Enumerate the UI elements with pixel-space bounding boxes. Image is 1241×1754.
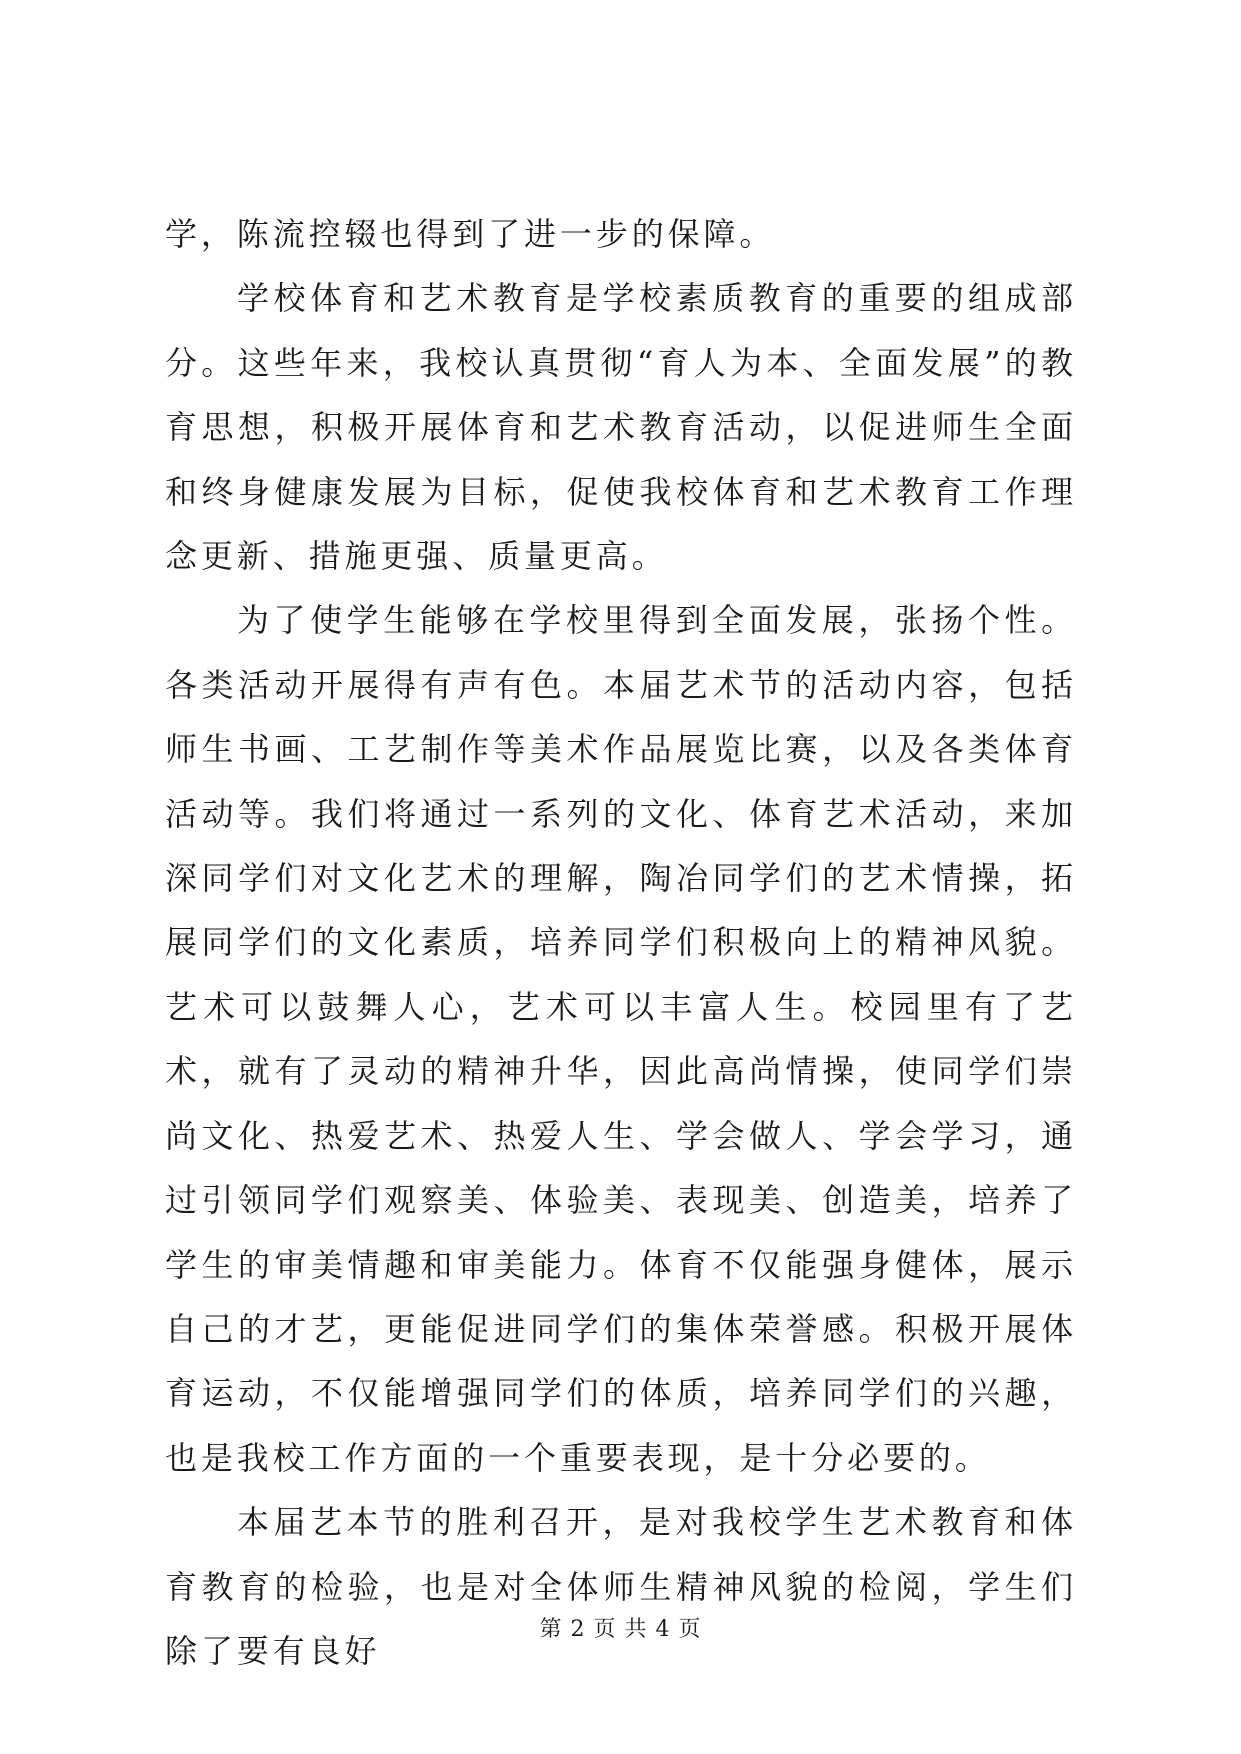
- paragraph-3: 为了使学生能够在学校里得到全面发展，张扬个性。各类活动开展得有声有色。本届艺术节的活动内容，包括师生书画、工艺制作等美术作品展览比赛，以及各类体育活动等。我们将通过一系列的文化、体育艺术活动，来加深同学们对文化艺术的理解，陶冶同学们的艺术情操，拓展同学们的文化素质，培养同学们积极向上的精神风貌。艺术可以鼓舞人心，艺术可以丰富人生。校园里有了艺术，就有了灵动的精神升华，因此高尚情操，使同学们崇尚文化、热爱艺术、热爱人生、学会做人、学会学习，通过引领同学们观察美、体验美、表现美、创造美，培养了学生的审美情趣和审美能力。体育不仅能强身健体，展示自己的才艺，更能促进同学们的集体荣誉感。积极开展体育运动，不仅能增强同学们的体质，培养同学们的兴趣，也是我校工作方面的一个重要表现，是十分必要的。: [165, 601, 1077, 1477]
- paragraph-2: 学校体育和艺术教育是学校素质教育的重要的组成部分。这些年来，我校认真贯彻“育人为本、全面发展”的教育思想，积极开展体育和艺术教育活动，以促进师生全面和终身健康发展为目标，促使我校体育和艺术教育工作理念更新、措施更强、质量更高。: [165, 279, 1077, 576]
- paragraph-1: 学，陈流控辍也得到了进一步的保障。: [165, 215, 776, 253]
- document-body: [165, 202, 1077, 1683]
- paragraph-4: 本届艺本节的胜利召开，是对我校学生艺术教育和体育教育的检验，也是对全体师生精神风貌的检阅，学生们除了要有良好: [165, 1503, 1077, 1670]
- page-number-footer: 第 2 页 共 4 页: [539, 1617, 702, 1642]
